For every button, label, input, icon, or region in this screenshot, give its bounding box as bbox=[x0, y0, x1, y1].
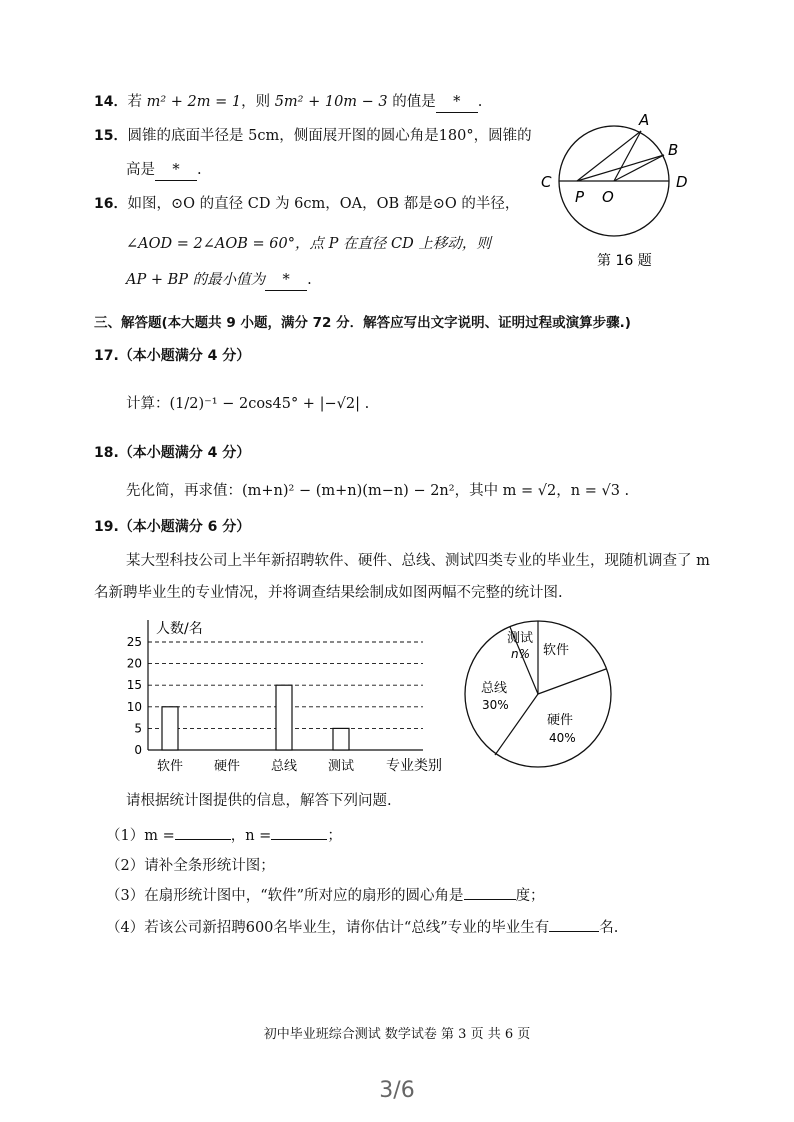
pie-slice-bus-percent: 30% bbox=[482, 698, 509, 712]
q16-text1: 如图，⊙O 的直径 CD 为 6cm，OA，OB 都是⊙O 的半径， bbox=[127, 196, 520, 212]
q19-paragraph-1: 某大型科技公司上半年新招聘软件、硬件、总线、测试四类专业的毕业生，现随机调查了 m bbox=[126, 553, 710, 569]
q19-sub3-end: 度； bbox=[515, 888, 545, 904]
question-16-line3 bbox=[126, 270, 312, 291]
question-16 bbox=[94, 194, 519, 214]
pie-slice-hardware-label: 硬件 bbox=[547, 713, 574, 728]
q19-sub4-pre: （4）若该公司新招聘600名毕业生，请你估计“总线”专业的毕业生有 bbox=[106, 920, 550, 936]
question-16-line2 bbox=[126, 234, 491, 254]
q14-answer-blank[interactable]: * bbox=[436, 92, 478, 113]
q14-mid: ，则 bbox=[241, 94, 275, 110]
q14-expr1: m² + 2m = 1 bbox=[146, 94, 242, 110]
label-a: A bbox=[639, 111, 650, 129]
q18-title: 18.（本小题满分 4 分） bbox=[94, 445, 251, 461]
bar-y-tick-label: 0 bbox=[134, 743, 142, 757]
q15-end: . bbox=[197, 162, 202, 178]
label-b: B bbox=[668, 141, 679, 159]
page-footer: 初中毕业班综合测试 数学试卷 第 3 页 共 6 页 bbox=[263, 1027, 531, 1042]
question-14 bbox=[94, 92, 482, 113]
q19-title: 19.（本小题满分 6 分） bbox=[94, 519, 251, 535]
q16-end: . bbox=[307, 272, 312, 288]
q19-n-blank[interactable] bbox=[271, 839, 327, 840]
q19-sub3 bbox=[106, 886, 545, 906]
q17-title: 17.（本小题满分 4 分） bbox=[94, 348, 251, 364]
bar-x-tick-label: 软件 bbox=[156, 759, 184, 774]
label-o: O bbox=[602, 188, 614, 206]
bar-y-axis-label: 人数/名 bbox=[156, 621, 203, 637]
bar-x-tick-label: 硬件 bbox=[213, 759, 241, 774]
pie-slice-test-percent: n% bbox=[511, 647, 531, 661]
page-indicator: 3/6 bbox=[379, 1078, 415, 1103]
pie-divider-2 bbox=[538, 669, 606, 694]
pie-chart bbox=[455, 612, 625, 772]
q16-text2: ∠AOD = 2∠AOB = 60°，点 P 在直径 CD 上移动，则 bbox=[126, 236, 491, 252]
q19-sub2: （2）请补全条形统计图； bbox=[106, 858, 275, 874]
q16-caption: 第 16 题 bbox=[597, 253, 652, 269]
bar-y-tick-label: 15 bbox=[126, 678, 142, 693]
section-3-header: 三、解答题(本大题共 9 小题，满分 72 分．解答应写出文字说明、证明过程或演算步骤.) bbox=[94, 315, 631, 331]
bar-y-tick-label: 10 bbox=[126, 699, 142, 714]
bar-x-tick-label: 测试 bbox=[327, 759, 355, 774]
q16-answer-blank[interactable]: * bbox=[265, 270, 307, 291]
bar-chart bbox=[118, 612, 448, 782]
q19-angle-blank[interactable] bbox=[464, 899, 516, 900]
bar-x-axis-label: 专业类别 bbox=[386, 758, 442, 774]
pie-slice-bus-label: 总线 bbox=[481, 681, 508, 696]
bar-软件 bbox=[162, 707, 178, 750]
q14-number: 14． bbox=[94, 94, 128, 110]
q15-answer-blank[interactable]: * bbox=[155, 160, 197, 181]
q19-sub4 bbox=[106, 918, 618, 938]
q16-circle-figure bbox=[535, 105, 715, 275]
pie-slice-test-label: 测试 bbox=[507, 631, 534, 646]
q16-number: 16． bbox=[94, 196, 128, 212]
bar-y-tick-label: 5 bbox=[134, 721, 142, 736]
q19-sub3-pre: （3）在扇形统计图中，“软件”所对应的扇形的圆心角是 bbox=[106, 888, 464, 904]
bar-y-tick-label: 20 bbox=[126, 656, 142, 671]
q19-sub1-pre: （1）m = bbox=[106, 828, 175, 844]
label-d: D bbox=[676, 173, 688, 191]
bar-总线 bbox=[276, 685, 292, 750]
pie-slice-software-label: 软件 bbox=[543, 643, 570, 658]
q19-sub4-end: 名. bbox=[599, 920, 619, 936]
q16-text3: AP + BP 的最小值为 bbox=[126, 272, 266, 288]
bar-x-tick-label: 总线 bbox=[270, 759, 298, 774]
q19-paragraph-2: 名新聘毕业生的专业情况，并将调查结果绘制成如图两幅不完整的统计图. bbox=[94, 585, 563, 601]
q14-post: 的值是 bbox=[387, 94, 436, 110]
pie-slice-hardware-percent: 40% bbox=[549, 731, 576, 745]
q15-text2: 高是 bbox=[126, 162, 155, 178]
bar-测试 bbox=[333, 728, 349, 750]
segment-pa bbox=[577, 131, 641, 181]
label-p: P bbox=[575, 188, 585, 206]
q14-expr2: 5m² + 10m − 3 bbox=[274, 94, 388, 110]
q14-end: . bbox=[477, 94, 483, 110]
q19-m-blank[interactable] bbox=[175, 839, 231, 840]
q19-count-blank[interactable] bbox=[549, 931, 599, 932]
q19-sub1 bbox=[106, 826, 342, 846]
q15-number: 15． bbox=[94, 128, 128, 144]
q19-sub1-mid: ，n = bbox=[230, 828, 272, 844]
q17-text: 计算：(1/2)⁻¹ − 2cos45° + |−√2| . bbox=[126, 396, 370, 412]
q15-text1: 圆锥的底面半径是 5cm，侧面展开图的圆心角是180°，圆锥的 bbox=[127, 128, 532, 144]
q14-pre: 若 bbox=[127, 94, 147, 110]
q19-prompt: 请根据统计图提供的信息，解答下列问题. bbox=[126, 793, 392, 809]
question-15 bbox=[94, 126, 532, 146]
bar-y-tick-label: 25 bbox=[126, 635, 142, 649]
q19-sub1-end: ； bbox=[327, 828, 342, 844]
label-c: C bbox=[541, 173, 552, 191]
question-15-line2 bbox=[126, 160, 202, 181]
q18-text: 先化简，再求值：(m+n)² − (m+n)(m−n) − 2n²，其中 m = √2，n = √3 . bbox=[126, 483, 630, 499]
